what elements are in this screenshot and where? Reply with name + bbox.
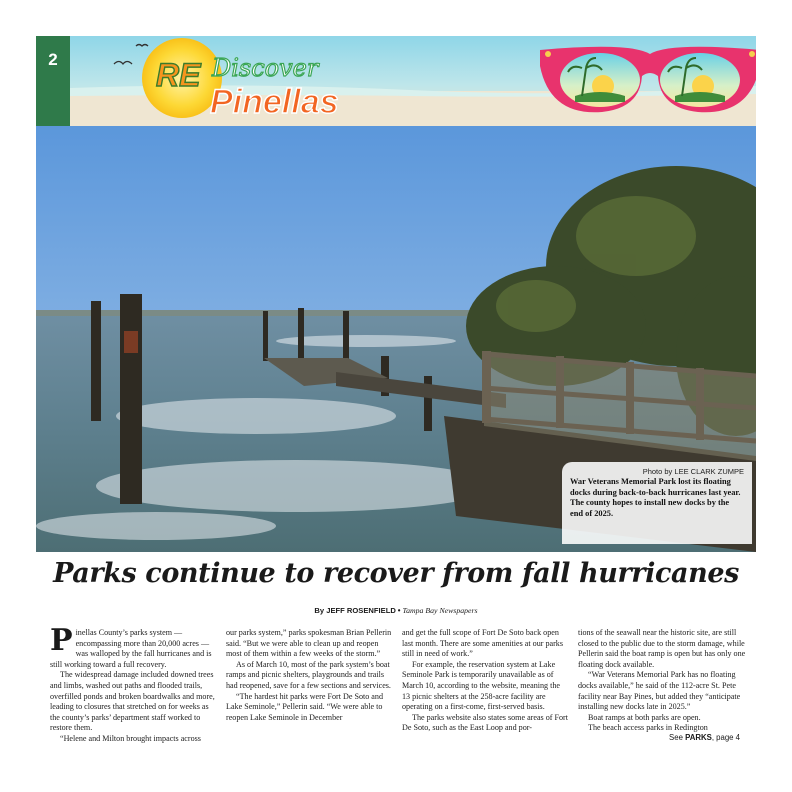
logo-re: RE: [156, 57, 201, 93]
article-column-2: [226, 628, 394, 723]
paragraph: As of March 10, most of the park system’s boat ramps and picnic shelters, playgrounds and trails had reopened, save for a few sections and services.: [226, 659, 391, 690]
paragraph: For example, the reservation system at Lake Seminole Park is temporarily unavailable as of March 10, according to the website, meaning the 13 picnic shelters at the 258-acre facility are operating on a first-come, first-served basis.: [402, 659, 561, 712]
jump-see: See: [669, 733, 683, 742]
paragraph: tions of the seawall near the historic site, are still closed to the public due to the storm damage, while Pellerin said the boat ramp is open but has only one floating dock available.: [578, 628, 746, 669]
paragraph: “Helene and Milton brought impacts across: [60, 733, 201, 743]
caption-text: War Veterans Memorial Park lost its floating docks during back-to-back hurricanes last year. The county hopes to install new docks by the end of 2025.: [570, 477, 741, 518]
article-headline: Parks continue to recover from fall hurricanes: [53, 558, 739, 589]
jump-section: PARKS: [685, 733, 712, 742]
byline: [36, 606, 756, 615]
paragraph: The widespread damage included downed trees and limbs, washed out paths and flooded trails, overfilled ponds and broken boardwalks and more, leading to closures that stretched on for weeks as the county’s parks’ department staff worked to restore them.: [50, 670, 215, 733]
page-number-tab: [36, 36, 70, 126]
paragraph: Boat ramps at both parks are open.: [588, 712, 701, 722]
article-column-3: [402, 628, 570, 734]
page-number: 2: [48, 50, 58, 69]
byline-publication: Tampa Bay Newspapers: [402, 606, 478, 615]
article-column-4: [578, 628, 746, 734]
dropcap: P: [50, 623, 73, 658]
logo-pinellas: Pinellas: [210, 83, 339, 121]
jump-page: , page 4: [711, 733, 740, 742]
byline-author: By JEFF ROSENFIELD: [314, 606, 396, 615]
paragraph: The parks website also states some areas of Fort De Soto, such as the East Loop and por-: [402, 712, 568, 733]
paragraph: “War Veterans Memorial Park has no floating docks available,” he said of the 112-acre St. Pete facility near Bay Pines, but added they “anticipate installing new docks late in 2025.”: [578, 670, 741, 712]
article-column-1: [50, 623, 218, 745]
paragraph: “The hardest hit parks were Fort De Soto and Lake Seminole,” Pellerin said. “We were able to reopen Lake Seminole in December: [226, 691, 383, 722]
article-photo: [36, 126, 756, 552]
paragraph: The beach access parks in Redington: [588, 723, 708, 733]
banner-illustration: [70, 36, 756, 126]
paragraph: and get the full scope of Fort De Soto back open last month. There are some amenities at our parks still in need of work.”: [402, 628, 564, 659]
paragraph: our parks system,” parks spokesman Brian Pellerin said. “But we were able to clean up and reopen most of them within a few weeks of the storm.”: [226, 628, 392, 659]
paragraph: Pinellas County’s parks system — encompassing more than 20,000 acres — was walloped by the fall hurricanes and is still working toward a full recovery.: [50, 623, 212, 669]
byline-separator: •: [397, 606, 401, 615]
photo-caption: [562, 462, 752, 544]
photo-credit: Photo by LEE CLARK ZUMPE: [642, 467, 744, 476]
header-banner: [36, 36, 756, 126]
continued-jump-link[interactable]: [578, 733, 740, 742]
logo-discover: Discover: [212, 54, 319, 82]
